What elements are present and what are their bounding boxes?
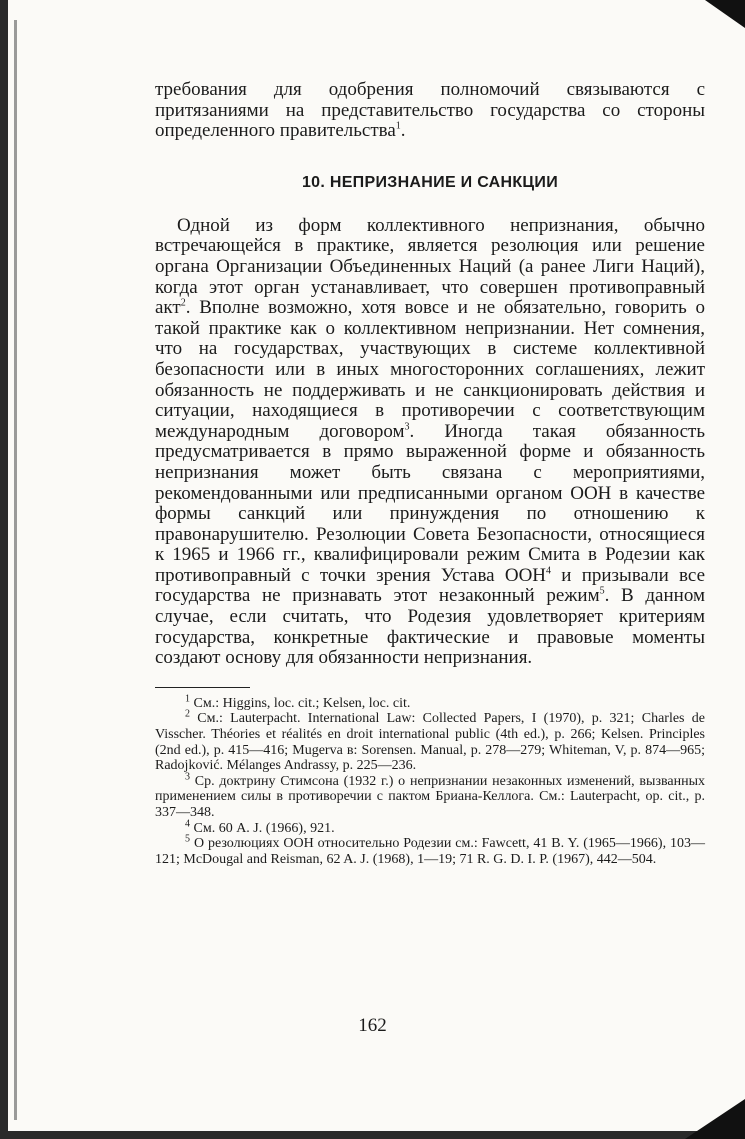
scan-edge-left	[0, 0, 8, 1139]
footnote-ref: 3	[404, 421, 410, 433]
scan-corner-bottom-right	[685, 1099, 745, 1139]
footnote: $^5$ О резолюциях ООН относительно Родезии см.: Fawcett, 41 B. Y. (1965—1966), 103—121; McDougal and Reisman, 62 A. J. (1968), 1—19; 71 R. G. D. I. P. (1967), 442—504.	[155, 833, 706, 867]
footnote-ref: 2	[180, 297, 186, 309]
scan-corner-top-right	[705, 0, 745, 28]
main-paragraph: Одной из форм коллективного непризнания, обычно встречающейся в практике, является резолюция или решение органа Организации Объединенных Наций (а ранее Лиги Наций), когда этот орган устанавливает, что совершен противоправный акт$^2$. Вполне возможно, хотя вовсе и не обязательно, говорить о такой практике как о коллективном непризнании. Нет сомнения, что на государствах, участвующих в системе коллективной безопасности или в иных многосторонних соглашениях, лежит обязанность не поддерживать и не санкционировать действия и ситуации, находящиеся в противоречии с соответствующим международным договором$^3$. Иногда такая обязанность предусматривается в прямо выраженной форме и обязанность непризнания может быть связана с мероприятиями, рекомендованными или предписанными органом ООН в качестве формы санкций или принуждения по отношению к правонарушителю. Резолюции Совета Безопасности, относящиеся к 1965 и 1966 гг., квалифицировали режим Смита в Родезии как противоправный с точки зрения Устава ООН$^4$ и призывали все государства не признавать этот незаконный режим$^5$. В данном случае, если считать, что Родезия удовлетворяет критериям государства, конкретные фактические и правовые моменты создают основу для обязанности непризнания.	[155, 214, 705, 669]
scan-edge-left-shadow	[14, 20, 17, 1120]
footnote: $^1$ См.: Higgins, loc. cit.; Kelsen, loc. cit.	[185, 693, 411, 711]
page-number: 162	[358, 1015, 387, 1036]
scan-edge-bottom	[0, 1131, 745, 1139]
section-heading: 10. НЕПРИЗНАНИЕ И САНКЦИИ	[301, 173, 559, 191]
footnote-ref: 1	[395, 120, 401, 132]
footnote: $^2$ См.: Lauterpacht. International Law: Collected Papers, I (1970), p. 321; Charles de Visscher. Théories et réalités en droit international public (4th ed.), p. 266; Kelsen. Principles (2nd ed.), p. 415—416; Mugerva в: Sorensen. Manual, p. 278—279; Whiteman, V, p. 874—965; Radojković. Mélanges Andrassy, p. 225—236.	[155, 708, 706, 774]
continued-paragraph: требования для одобрения полномочий связываются с притязаниями на представительство государства со стороны определенного правительства$^1$.	[155, 79, 705, 142]
page-body	[155, 80, 705, 867]
footnote-ref: 5	[599, 586, 605, 598]
footnote-ref: 4	[546, 565, 552, 577]
footnote-separator	[155, 687, 250, 688]
footnote: $^4$ См. 60 A. J. (1966), 921.	[185, 817, 335, 836]
footnote: $^3$ Ср. доктрину Стимсона (1932 г.) о непризнании незаконных изменений, вызванных применением силы в противоречии с пактом Бриана-Келлога. См.: Lauterpacht, op. cit., p. 337—348.	[155, 771, 705, 820]
footnotes	[155, 693, 706, 868]
